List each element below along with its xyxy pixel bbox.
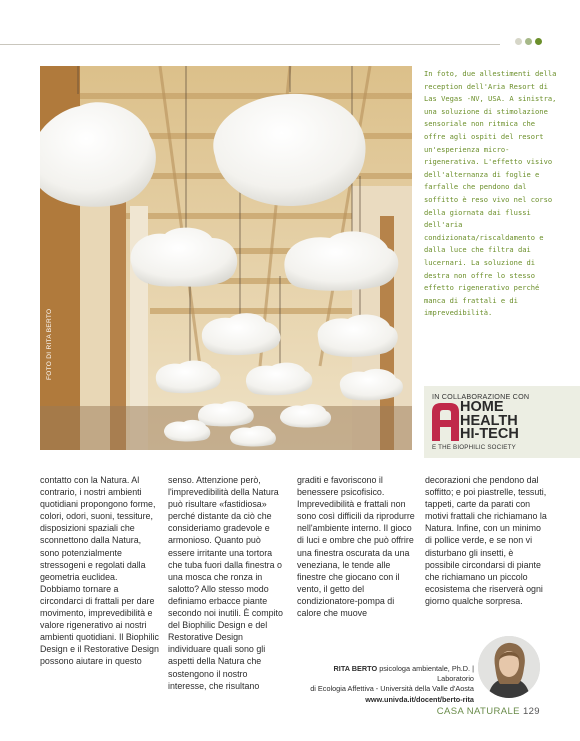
article-column-2: senso. Attenzione però, l'imprevedibilità della Natura può risultare «fastidiosa» perché distante da ciò che consideriamo gradevole e armonioso. Quanto può essere irritante una tortora che tuba fuori dalla finestra o una mosca che ronza in salotto? Allo stesso modo definiamo erbacce piante secondo noi inutili. È compito del Biophilic Design e del Restorative Design individuare quali sono gli aspetti della Natura che sostengono il nostro interesse, che risultano bbox=[168, 475, 283, 691]
decorative-dots bbox=[515, 38, 542, 45]
page-footer bbox=[360, 706, 540, 717]
author-role: psicologa ambientale, Ph.D. | Laboratorio bbox=[377, 664, 474, 684]
home-health-hi-tech-logo-icon bbox=[432, 403, 459, 441]
author-url-link[interactable]: www.univda.it/docent/berto-rita bbox=[365, 694, 474, 704]
article-column-4: decorazioni che pendono dal soffitto; e poi piastrelle, tessuti, tappeti, carte da parati con motivi frattali che richiamano la Natura. Infine, con un minimo di pollice verde, e se non vi disturbano gli insetti, è possibile circondarsi di piante che richiamano un piccolo ecosistema che riserverà ogni giorno qualche sorpresa. bbox=[425, 475, 547, 606]
author-name: RITA BERTO bbox=[333, 664, 378, 673]
page-number: 129 bbox=[522, 706, 540, 717]
logo-line-hitech: HI-TECH bbox=[460, 426, 519, 442]
cloud-lamps-illustration bbox=[40, 66, 412, 450]
photo-credit: FOTO DI RITA BERTO bbox=[46, 308, 53, 380]
photo-caption: In foto, due allestimenti della reception dell'Aria Resort di Las Vegas -NV, USA. A sinistra, una soluzione di stimolazione sensoriale non ritmica che offre agli ospiti del resort un'esperienza micro-rigenerativa. L'effetto visivo dell'alternanza di foglie e farfalle che pendono dal soffitto è reso vivo nel corso della giornata dai flussi dell'aria condizionata/riscaldamento e dalla luce che filtra dai lucernari. La soluzione di destra non offre lo stesso effetto rigenerativo perché manca di frattali e di imprevedibilità. bbox=[424, 69, 557, 318]
logo-line-home: HOME bbox=[460, 399, 504, 415]
logo-wordmark bbox=[460, 401, 519, 442]
header-rule bbox=[0, 44, 500, 45]
collaboration-box bbox=[424, 386, 580, 458]
author-affiliation: di Ecologia Affettiva - Università della Valle d'Aosta bbox=[310, 684, 474, 694]
author-avatar bbox=[478, 636, 540, 698]
collaboration-title: IN COLLABORAZIONE CON bbox=[432, 392, 530, 401]
reception-photo bbox=[40, 66, 412, 450]
dot-3 bbox=[535, 38, 542, 45]
article-column-1: contatto con la Natura. Al contrario, i nostri ambienti quotidiani propongono forme, colori, odori, suoni, tessiture, disposizioni spaziali che sconnettono dalla Natura, sono potenzialmente stressogeni e regolati dalla geometria euclidea. Dobbiamo tornare a circondarci di frattali per dare movimento, imprevedibilità e valore rigenerativo ai nostri ambienti quotidiani. Il Biophilic Design e il Restorative Design possono aiutare in questo bbox=[40, 475, 159, 667]
logo-line-health: HEALTH bbox=[460, 412, 518, 429]
dot-2 bbox=[525, 38, 532, 45]
author-portrait-icon bbox=[478, 636, 540, 698]
article-column-3: graditi e favoriscono il benessere psicofisico. Imprevedibilità e frattali non sono così difficili da riprodurre nell'ambiente interno. Il gioco di luci e ombre che può offrire una finestra oscurata da una veneziana, le tende alle finestre che giocano con il vento, il getto del condizionatore-pompa di calore che muove bbox=[297, 475, 415, 619]
author-bio bbox=[300, 664, 474, 705]
dot-1 bbox=[515, 38, 522, 45]
collaboration-subtitle: E THE BIOPHILIC SOCIETY bbox=[432, 444, 516, 451]
magazine-name: CASA NATURALE bbox=[436, 706, 520, 717]
